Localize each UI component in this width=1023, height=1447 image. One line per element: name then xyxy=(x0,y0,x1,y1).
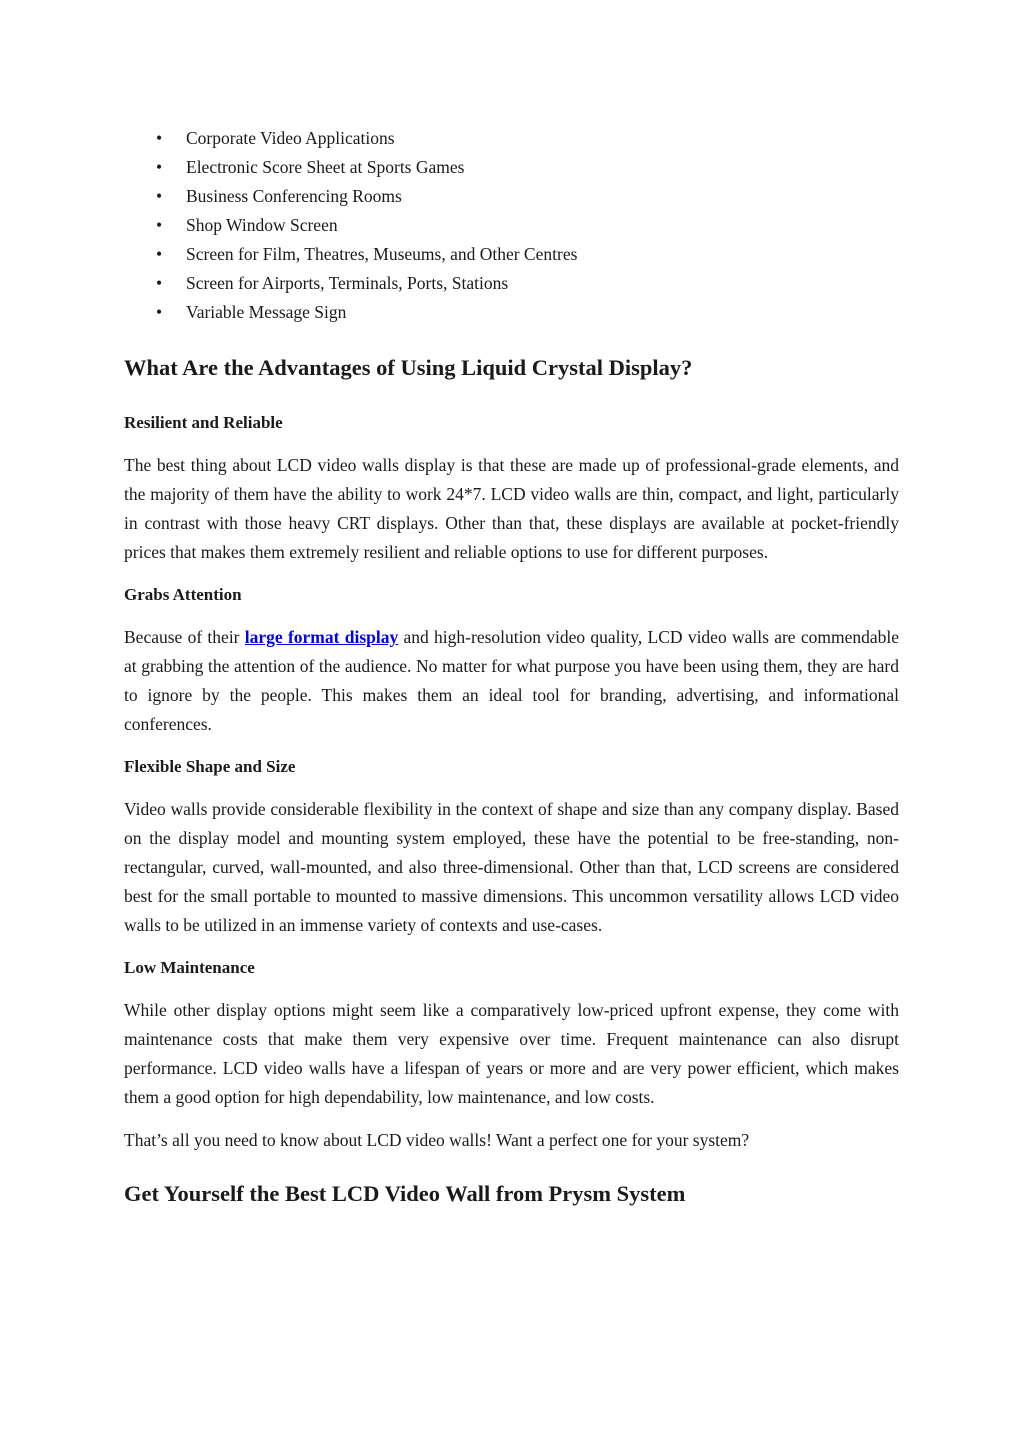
maintenance-paragraph: While other display options might seem like a comparatively low-priced upfront expense, they come with maintenance costs that make them very expensive over time. Frequent maintenance can also disrupt performance. LCD video walls have a lifespan of years or more and are very power efficient, which makes them a good option for high dependability, low maintenance, and low costs. xyxy=(124,1000,899,1107)
flexible-heading: Flexible Shape and Size xyxy=(124,757,296,776)
attention-paragraph xyxy=(124,623,899,739)
list-item xyxy=(124,211,899,240)
list-item-text: Business Conferencing Rooms xyxy=(186,186,402,206)
flexible-paragraph: Video walls provide considerable flexibility in the context of shape and size than any company display. Based on the display model and mounting system employed, these have the potential to be free-standing, non-rectangular, curved, wall-mounted, and also three-dimensional. Other than that, LCD screens are considered best for the small portable to mounted to massive dimensions. This uncommon versatility allows LCD video walls to be utilized in an immense variety of contexts and use-cases. xyxy=(124,799,899,935)
resilient-heading: Resilient and Reliable xyxy=(124,413,283,432)
list-item-text: Screen for Film, Theatres, Museums, and Other Centres xyxy=(186,244,578,264)
list-item xyxy=(124,124,899,153)
list-item xyxy=(124,182,899,211)
resilient-paragraph: The best thing about LCD video walls display is that these are made up of professional-grade elements, and the majority of them have the ability to work 24*7. LCD video walls are thin, compact, and light, particularly in contrast with those heavy CRT displays. Other than that, these displays are available at pocket-friendly prices that makes them extremely resilient and reliable options to use for different purposes. xyxy=(124,455,899,562)
attention-text-before: Because of their xyxy=(124,627,245,647)
attention-heading: Grabs Attention xyxy=(124,585,242,604)
cta-heading: Get Yourself the Best LCD Video Wall from Prysm System xyxy=(124,1181,686,1206)
bullet-icon: • xyxy=(156,215,163,235)
attention-text-after: and high-resolution video quality, LCD video walls are commendable at grabbing the attention of the audience. No matter for what purpose you have been using them, they are hard to ignore by the people. This makes them an ideal tool for branding, advertising, and informational conferences. xyxy=(124,627,899,734)
bullet-icon: • xyxy=(156,244,163,264)
list-item-text: Screen for Airports, Terminals, Ports, Stations xyxy=(186,273,509,293)
list-item-text: Corporate Video Applications xyxy=(186,128,395,148)
bullet-icon: • xyxy=(156,157,163,177)
bullet-icon: • xyxy=(156,302,163,322)
list-item xyxy=(124,298,899,327)
closing-paragraph: That’s all you need to know about LCD video walls! Want a perfect one for your system? xyxy=(124,1130,750,1150)
document-page xyxy=(124,124,899,1209)
list-item-text: Variable Message Sign xyxy=(186,302,347,322)
list-item-text: Shop Window Screen xyxy=(186,215,338,235)
bullet-icon: • xyxy=(156,128,163,148)
bullet-icon: • xyxy=(156,273,163,293)
list-item xyxy=(124,153,899,182)
bullet-icon: • xyxy=(156,186,163,206)
applications-list xyxy=(124,124,899,327)
large-format-display-link[interactable]: large format display xyxy=(244,627,399,647)
list-item xyxy=(124,269,899,298)
maintenance-heading: Low Maintenance xyxy=(124,958,255,977)
list-item-text: Electronic Score Sheet at Sports Games xyxy=(186,157,465,177)
list-item xyxy=(124,240,899,269)
advantages-heading: What Are the Advantages of Using Liquid Crystal Display? xyxy=(124,355,693,380)
